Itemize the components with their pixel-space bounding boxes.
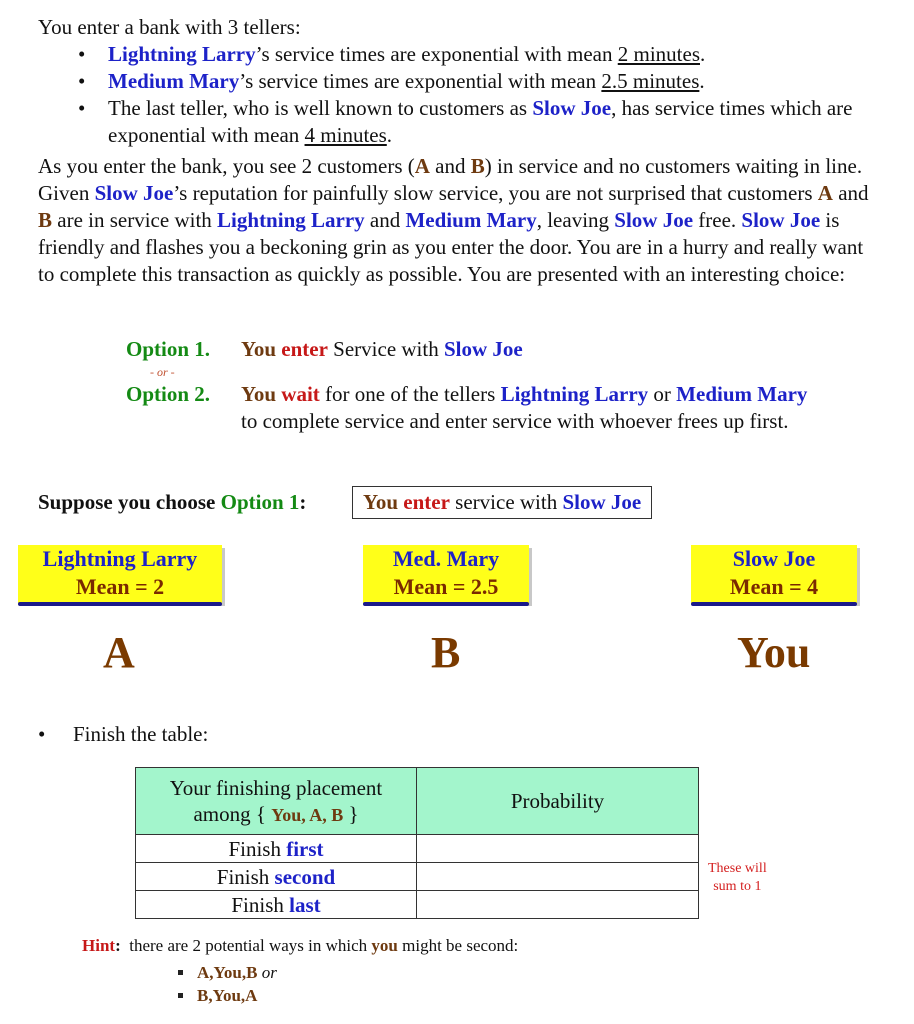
customer-a: A <box>414 154 430 178</box>
teller-name: Slow Joe <box>532 96 612 120</box>
option-text: for one of the tellers <box>319 382 501 406</box>
intro-line: You enter a bank with 3 tellers: <box>38 15 301 39</box>
outcome-set: You, A, B <box>271 804 344 825</box>
header-text: } <box>343 801 359 826</box>
teller-card-lightning-larry <box>18 545 222 603</box>
para-text: , leaving <box>536 208 615 232</box>
square-bullet-icon <box>178 970 183 975</box>
place-word: first <box>286 836 324 861</box>
teller-bullet-list <box>38 41 898 149</box>
you-word: You <box>363 490 399 514</box>
option-2-text <box>241 381 901 435</box>
suppose-prefix: Suppose you choose <box>38 490 221 514</box>
para-text: and <box>364 208 406 232</box>
chosen-option: Option 1 <box>220 490 300 514</box>
enter-word: enter <box>281 337 328 361</box>
sum-note <box>708 860 767 896</box>
choice-box <box>352 486 652 519</box>
bullet-dot: • <box>78 69 86 93</box>
option-1 <box>126 336 210 363</box>
customer-letter-a: A <box>103 628 135 677</box>
bullet-dot: • <box>78 96 86 120</box>
intro-section <box>38 14 898 149</box>
para-text: As you enter the bank, you see 2 customers ( <box>38 154 415 178</box>
bullet-end: . <box>700 42 706 66</box>
probability-cell[interactable] <box>417 863 699 891</box>
teller-underline <box>363 602 529 606</box>
header-line: Your finishing placement <box>169 775 383 800</box>
teller-name: Medium Mary <box>108 69 240 93</box>
customer-letter-b: B <box>431 628 461 677</box>
bullet-end: . <box>386 123 393 147</box>
bullet-dot: • <box>78 42 86 66</box>
you-word: you <box>371 936 398 955</box>
medium-mary-name: Medium Mary <box>676 382 808 406</box>
slow-joe-name: Slow Joe <box>741 208 821 232</box>
mean-value: 2.5 minutes <box>601 69 700 93</box>
finish-table-text: Finish the table: <box>73 722 209 746</box>
para-text: and <box>429 154 471 178</box>
teller-card-name: Slow Joe <box>732 546 816 571</box>
teller-card-name: Med. Mary <box>392 546 500 571</box>
slow-joe-name: Slow Joe <box>562 490 642 514</box>
medium-mary-name: Medium Mary <box>405 208 537 232</box>
hint-list <box>178 961 277 1007</box>
bullet-text: , has service times which are exponential with mean <box>108 96 853 147</box>
suppose-line <box>38 490 306 515</box>
para-text: and <box>832 181 869 205</box>
option-text: Service with <box>327 337 444 361</box>
teller-card-slow-joe <box>691 545 857 603</box>
header-placement <box>136 768 417 835</box>
option-text: or <box>648 382 677 406</box>
customer-b: B <box>38 208 53 232</box>
hint-line <box>82 936 518 956</box>
bullet-text: ’s service times are exponential with mean <box>239 69 602 93</box>
you-word: You <box>241 337 277 361</box>
wait-word: wait <box>281 382 320 406</box>
suppose-colon: : <box>299 490 307 514</box>
para-text: ) in service and no customers waiting in line. Given <box>38 154 863 205</box>
teller-card-mean: Mean = 4 <box>729 574 819 599</box>
customer-b: B <box>470 154 485 178</box>
hint-item <box>178 961 277 984</box>
placement-cell <box>136 835 417 863</box>
header-probability: Probability <box>417 768 699 835</box>
slow-joe-name: Slow Joe <box>443 337 523 361</box>
para-text: free. <box>693 208 742 232</box>
table-row <box>136 835 699 863</box>
teller-card-mean: Mean = 2 <box>75 574 165 599</box>
you-word: You <box>241 382 277 406</box>
teller-underline <box>691 602 857 606</box>
placement-cell <box>136 863 417 891</box>
mean-value: 4 minutes <box>304 123 387 147</box>
option-2 <box>126 381 210 408</box>
probability-cell[interactable] <box>417 835 699 863</box>
cell-text: Finish <box>228 836 287 861</box>
option-2-label: Option 2. <box>126 382 211 406</box>
header-text: among { <box>193 801 272 826</box>
place-word: last <box>289 892 321 917</box>
enter-word: enter <box>403 490 450 514</box>
scenario-paragraph <box>38 153 878 288</box>
placement-cell <box>136 891 417 919</box>
table-row <box>136 891 699 919</box>
customer-a: A <box>817 181 833 205</box>
bullet-dot: • <box>38 722 46 746</box>
probability-table <box>135 767 699 919</box>
mean-value: 2 minutes <box>617 42 700 66</box>
hint-text: might be second: <box>397 936 519 955</box>
teller-card-name: Lightning Larry <box>42 546 198 571</box>
option-text: to complete service and enter service with whoever frees up first. <box>241 409 789 433</box>
square-bullet-icon <box>178 993 183 998</box>
hint-sequence: A,You,B <box>197 963 258 982</box>
probability-cell[interactable] <box>417 891 699 919</box>
bullet-medium-mary <box>38 68 898 95</box>
para-text: ’s reputation for painfully slow service, you are not surprised that customers <box>173 181 818 205</box>
lightning-larry-name: Lightning Larry <box>500 382 649 406</box>
option-1-text <box>241 336 523 363</box>
teller-card-med-mary <box>363 545 529 603</box>
bullet-end: . <box>699 69 705 93</box>
or-separator: - or - <box>150 365 175 379</box>
header-line <box>136 801 416 828</box>
para-text: is friendly and flashes you a beckoning grin as you enter the door. You are in a hurry and really want to complete this transaction as quickly as possible. You are presented with an interesting choice: <box>38 208 864 286</box>
hint-suffix: or <box>261 963 277 982</box>
para-text: are in service with <box>52 208 218 232</box>
hint-sequence: B,You,A <box>197 986 258 1005</box>
hint-text: there are 2 potential ways in which <box>120 936 372 955</box>
place-word: second <box>274 864 336 889</box>
teller-card-mean: Mean = 2.5 <box>393 574 499 599</box>
table-row <box>136 863 699 891</box>
teller-name: Lightning Larry <box>108 42 256 66</box>
bullet-text: ’s service times are exponential with mean <box>255 42 618 66</box>
slow-joe-name: Slow Joe <box>614 208 694 232</box>
hint-item <box>178 984 277 1007</box>
sum-note-line: These will <box>708 861 767 876</box>
teller-underline <box>18 602 222 606</box>
lightning-larry-name: Lightning Larry <box>217 208 365 232</box>
table-header-row <box>136 768 699 835</box>
hint-colon: : <box>115 936 121 955</box>
hint-label: Hint <box>82 936 116 955</box>
bullet-slow-joe <box>38 95 898 149</box>
slow-joe-name: Slow Joe <box>94 181 174 205</box>
bullet-text: The last teller, who is well known to customers as <box>108 96 533 120</box>
choice-text: service with <box>449 490 563 514</box>
cell-text: Finish <box>216 864 275 889</box>
option-1-label: Option 1. <box>126 337 211 361</box>
bullet-lightning-larry <box>38 41 898 68</box>
sum-note-line: sum to 1 <box>713 879 762 894</box>
cell-text: Finish <box>231 892 290 917</box>
customer-letter-you: You <box>737 628 811 677</box>
